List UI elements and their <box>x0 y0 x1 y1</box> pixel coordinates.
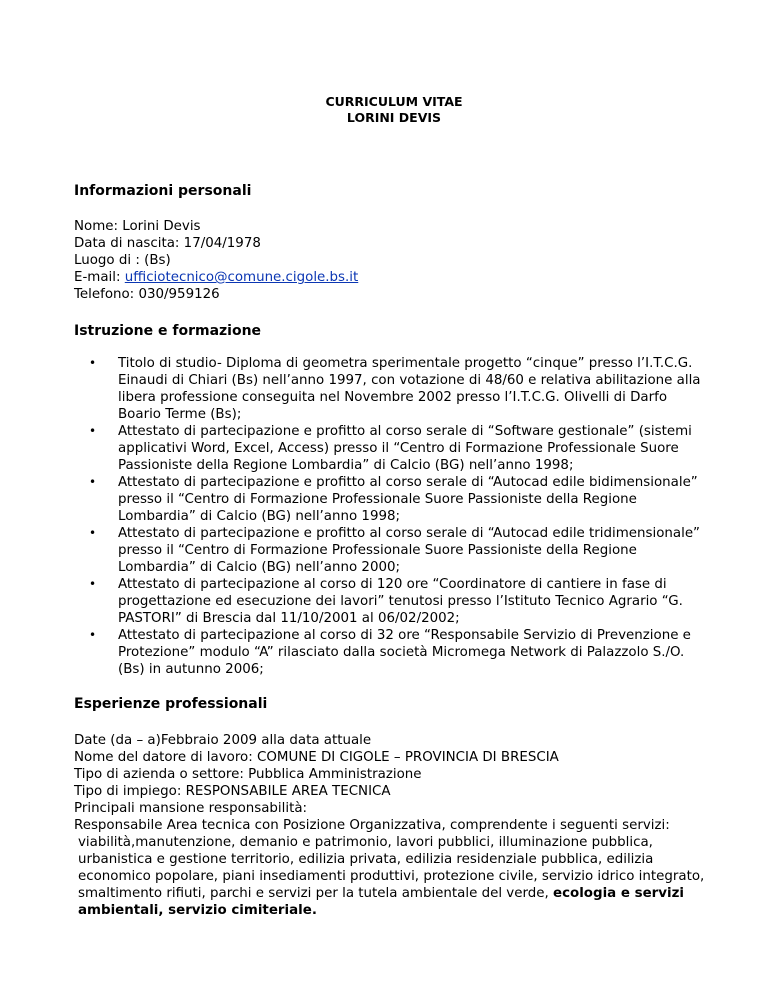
name-line: Nome: Lorini Devis <box>74 219 201 234</box>
list-item <box>74 355 714 423</box>
email-label: E-mail: <box>74 270 125 285</box>
list-item-text: Attestato di partecipazione al corso di 32 ore “Responsabile Servizio di Prevenzione e Protezione” modulo “A” rilasciato dalla società Micromega Network di Palazzolo S./O. (Bs) in autunno 2006; <box>118 628 691 677</box>
list-item-text: Attestato di partecipazione al corso di 120 ore “Coordinatore di cantiere in fase di progettazione ed esecuzione dei lavori” tenutosi presso l’Istituto Tecnico Agrario “G. PASTORI” di Brescia dal 11/10/2001 al 06/02/2002; <box>118 577 683 626</box>
experience-duties <box>74 817 714 919</box>
list-item-text: Attestato di partecipazione e profitto al corso serale di “Autocad edile bidimensionale” presso il “Centro di Formazione Professionale Suore Passioniste della Regione Lombardia” di Calcio (BG) nell’anno 1998; <box>118 475 698 524</box>
list-item <box>74 627 714 678</box>
birthdate-line: Data di nascita: 17/04/1978 <box>74 236 261 251</box>
bullet-icon: • <box>89 475 97 489</box>
birthplace-line: Luogo di : (Bs) <box>74 253 171 268</box>
experience-heading: Esperienze professionali <box>74 696 268 712</box>
bullet-icon: • <box>89 526 97 540</box>
education-heading: Istruzione e formazione <box>74 323 262 339</box>
experience-duties-label: Principali mansione responsabilità: <box>74 801 308 816</box>
list-item <box>74 525 714 576</box>
list-item <box>74 576 714 627</box>
email-link[interactable]: ufficiotecnico@comune.cigole.bs.it <box>124 270 359 285</box>
phone-line: Telefono: 030/959126 <box>74 287 220 302</box>
document-title <box>74 94 714 126</box>
experience-block <box>74 732 714 919</box>
personal-info-block <box>74 218 714 303</box>
experience-employer: Nome del datore di lavoro: COMUNE DI CIGOLE – PROVINCIA DI BRESCIA <box>74 750 559 765</box>
list-item-text: Titolo di studio- Diploma di geometra sperimentale progetto “cinque” presso l’I.T.C.G. Einaudi di Chiari (Bs) nell’anno 1997, con votazione di 48/60 e relativa abilitazione alla libera professione conseguita nel Novembre 2002 presso l’I.T.C.G. Olivelli di Darfo Boario Terme (Bs); <box>118 356 701 422</box>
duties-text-bold: ecologia e servizi ambientali, servizio cimiteriale. <box>78 886 684 918</box>
duties-text: Responsabile Area tecnica con Posizione Organizzativa, comprendente i seguenti servizi: viabilità,manutenzione, demanio e patrimonio, lavori pubblici, illuminazione pubblica, urbanistica e gestione territorio, edilizia privata, edilizia residenziale pubblica, edilizia economico popolare, piani insediamenti produttivi, protezione civile, servizio idrico integrato, smaltimento rifiuti, parchi e servizi per la tutela ambientale del verde, <box>74 818 705 901</box>
bullet-icon: • <box>89 424 97 438</box>
experience-sector: Tipo di azienda o settore: Pubblica Amministrazione <box>74 767 422 782</box>
education-list <box>74 355 714 678</box>
email-line <box>74 269 714 286</box>
experience-date: Date (da – a)Febbraio 2009 alla data attuale <box>74 733 372 748</box>
personal-info-heading: Informazioni personali <box>74 183 252 199</box>
bullet-icon: • <box>89 577 97 591</box>
list-item-text: Attestato di partecipazione e profitto al corso serale di “Autocad edile tridimensionale” presso il “Centro di Formazione Professionale Suore Passioniste della Regione Lombardia” di Calcio (BG) nell’anno 2000; <box>118 526 700 575</box>
bullet-icon: • <box>89 628 97 642</box>
cv-document <box>74 94 714 919</box>
list-item <box>74 423 714 474</box>
list-item <box>74 474 714 525</box>
title-line-1: CURRICULUM VITAE <box>325 94 463 109</box>
experience-job-type: Tipo di impiego: RESPONSABILE AREA TECNICA <box>74 784 391 799</box>
bullet-icon: • <box>89 356 97 370</box>
title-line-2: LORINI DEVIS <box>346 110 442 125</box>
list-item-text: Attestato di partecipazione e profitto al corso serale di “Software gestionale” (sistemi applicativi Word, Excel, Access) presso il “Centro di Formazione Professionale Suore Passioniste della Regione Lombardia” di Calcio (BG) nell’anno 1998; <box>118 424 692 473</box>
